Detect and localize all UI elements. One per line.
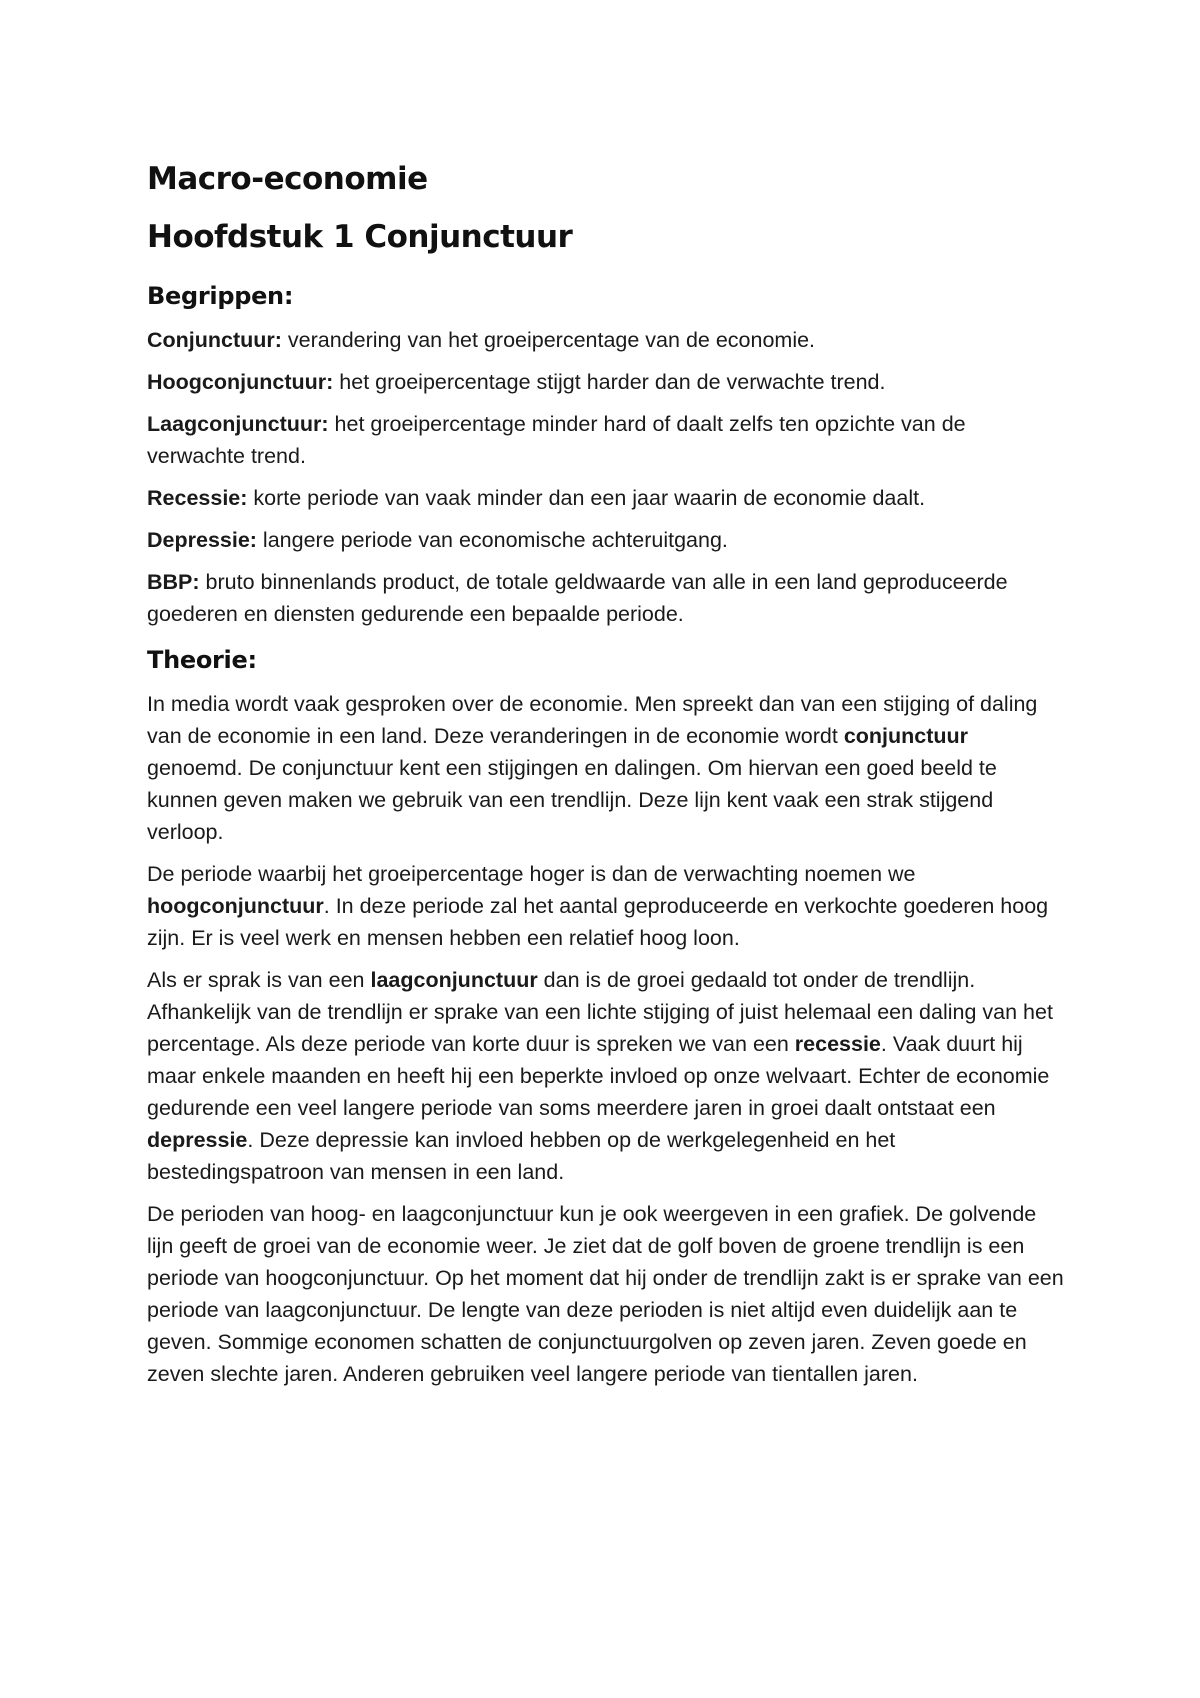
term-text: het groeipercentage stijgt harder dan de verwachte trend. (333, 370, 886, 394)
term-definition (147, 482, 1067, 514)
term-label: Recessie: (147, 486, 248, 510)
keyword-bold: depressie (147, 1128, 248, 1152)
paragraph-text: . Deze depressie kan invloed hebben op de werkgelegenheid en het bestedingspatroon van mensen in een land. (147, 1128, 896, 1184)
term-definition (147, 366, 1067, 398)
term-label: Laagconjunctuur: (147, 412, 329, 436)
term-label: Conjunctuur: (147, 328, 282, 352)
theory-paragraph-3 (147, 964, 1067, 1188)
term-definition (147, 324, 1067, 356)
term-definition (147, 566, 1067, 630)
theory-paragraph-2 (147, 858, 1067, 954)
keyword-bold: conjunctuur (843, 724, 969, 748)
theorie-heading: Theorie: (147, 646, 257, 674)
paragraph-text: . Vaak duurt hij maar enkele maanden en heeft hij een beperkte invloed op onze welvaart. Echter de economie gedurende een veel langere periode van soms meerdere jaren in groei daalt ontstaat een (147, 1032, 1050, 1120)
document-title: Macro-economie (147, 161, 428, 197)
paragraph-text: In media wordt vaak gesproken over de economie. Men spreekt dan van een stijging of daling van de economie in een land. Deze veranderingen in de economie wordt (147, 692, 1038, 748)
chapter-title: Hoofdstuk 1 Conjunctuur (147, 219, 573, 255)
paragraph-text: Als er sprak is van een (147, 968, 371, 992)
keyword-bold: laagconjunctuur (370, 968, 538, 992)
term-text: verandering van het groeipercentage van de economie. (281, 328, 816, 352)
term-text: het groeipercentage minder hard of daalt zelfs ten opzichte van de verwachte trend. (147, 412, 966, 468)
paragraph-text: dan is de groei gedaald tot onder de trendlijn. Afhankelijk van de trendlijn er sprake van een lichte stijging of juist helemaal een daling van het percentage. Als deze periode van korte duur is spreken we van een (147, 968, 1053, 1056)
keyword-bold: hoogconjunctuur (147, 894, 324, 918)
term-definition (147, 524, 1067, 556)
paragraph-text: genoemd. De conjunctuur kent een stijgingen en dalingen. Om hiervan een goed beeld te kunnen geven maken we gebruik van een trendlijn. Deze lijn kent vaak een strak stijgend verloop. (147, 756, 997, 844)
keyword-bold: recessie (794, 1032, 881, 1056)
term-text: langere periode van economische achteruitgang. (256, 528, 728, 552)
term-label: Depressie: (147, 528, 257, 552)
paragraph-text: . In deze periode zal het aantal geproduceerde en verkochte goederen hoog zijn. Er is veel werk en mensen hebben een relatief hoog loon. (147, 894, 1049, 950)
term-text: korte periode van vaak minder dan een jaar waarin de economie daalt. (247, 486, 926, 510)
theory-paragraph-1 (147, 688, 1067, 848)
begrippen-heading: Begrippen: (147, 282, 294, 310)
theory-paragraph-4: De perioden van hoog- en laagconjunctuur kun je ook weergeven in een grafiek. De golvende lijn geeft de groei van de economie weer. Je ziet dat de golf boven de groene trendlijn is een periode van hoogconjunctuur. Op het moment dat hij onder de trendlijn zakt is er sprake van een periode van laagconjunctuur. De lengte van deze perioden is niet altijd even duidelijk aan te geven. Sommige economen schatten de conjunctuurgolven op zeven jaren. Zeven goede en zeven slechte jaren. Anderen gebruiken veel langere periode van tientallen jaren. (147, 1202, 1064, 1386)
term-definition (147, 408, 1067, 472)
term-text: bruto binnenlands product, de totale geldwaarde van alle in een land geproduceerde goederen en diensten gedurende een bepaalde periode. (147, 570, 1008, 626)
document-page (147, 150, 1067, 1400)
paragraph-text: De periode waarbij het groeipercentage hoger is dan de verwachting noemen we (147, 862, 916, 886)
term-label: Hoogconjunctuur: (147, 370, 334, 394)
term-label: BBP: (147, 570, 200, 594)
